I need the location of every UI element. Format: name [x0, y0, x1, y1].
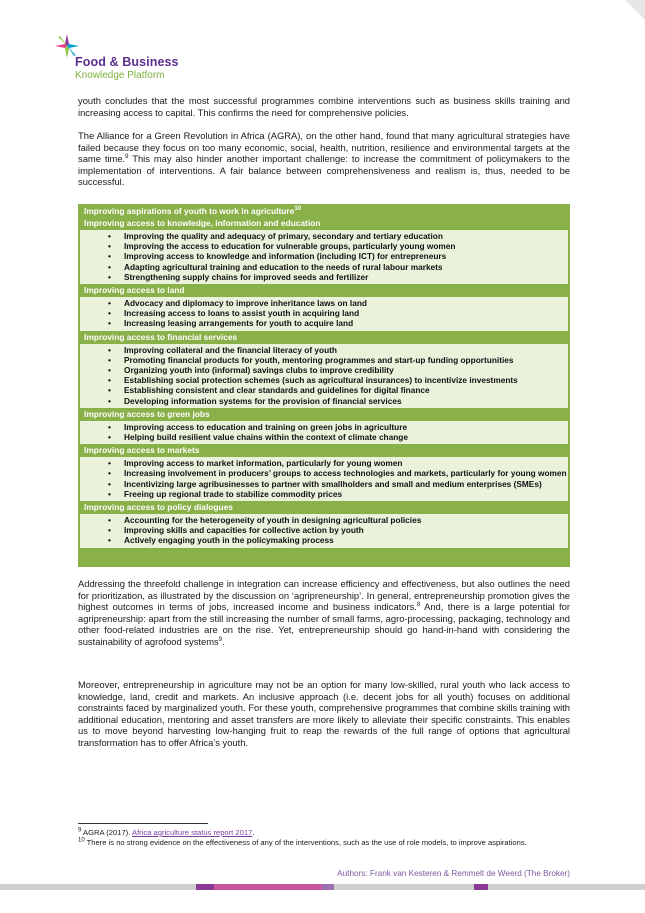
bullet-item: • Helping build resilient value chains within the context of climate change: [80, 432, 568, 442]
agra-report-link[interactable]: Africa agriculture status report 2017: [132, 828, 253, 837]
bullet-item: • Organizing youth into (informal) savings clubs to improve credibility: [80, 365, 568, 375]
footnote-text: There is no strong evidence on the effectiveness of any of the interventions, such as the use of role models, to improve aspirations.: [84, 838, 527, 847]
bullet-item: • Adapting agricultural training and education to the needs of rural labour markets: [80, 262, 568, 272]
table-section-body: [80, 456, 568, 501]
paragraph-2-text-b: This may also hinder another important challenge: to increase the commitment of policymakers to the implementation of interventions. A fair balance between comprehensiveness and realism is, thus, needed to be successful.: [78, 153, 570, 187]
bullet-list: [80, 231, 568, 282]
footnote-number: 9: [78, 827, 82, 834]
table-section-body: [80, 513, 568, 548]
paragraph-3: [78, 578, 570, 647]
bullet-item: • Advocacy and diplomacy to improve inheritance laws on land: [80, 298, 568, 308]
color-bar-segment: [0, 884, 196, 890]
table-section-header: Improving access to knowledge, information and education: [79, 217, 569, 229]
logo-subtitle: Knowledge Platform: [75, 70, 165, 81]
paragraph-4: [78, 679, 570, 748]
table-section-body: [80, 229, 568, 284]
footnote-text: AGRA (2017).: [81, 828, 132, 837]
bullet-item: • Establishing consistent and clear standards and guidelines for digital finance: [80, 385, 568, 395]
bullet-item: • Improving the quality and adequacy of primary, secondary and tertiary education: [80, 231, 568, 241]
page-corner: [625, 0, 645, 20]
color-bar-segment: [214, 884, 322, 890]
bullet-item: • Improving access to knowledge and information (including ICT) for entrepreneurs: [80, 251, 568, 261]
bullet-list: [80, 458, 568, 499]
bullet-item: • Promoting financial products for youth, mentoring programmes and start-up funding opportunities: [80, 355, 568, 365]
authors-line: Authors: Frank van Kesteren & Remmelt de Weerd (The Broker): [337, 869, 570, 878]
bullet-list: [80, 422, 568, 442]
bullet-item: • Strengthening supply chains for improved seeds and fertilizer: [80, 272, 568, 282]
footnote-end: .: [252, 828, 255, 837]
color-bar-segment: [474, 884, 488, 890]
paragraph-1-text: youth concludes that the most successful programmes combine interventions such as business skills training and increasing access to capital. This confirms the need for comprehensive policies.: [78, 95, 570, 118]
color-bar-segment: [196, 884, 214, 890]
color-bar-segment: [334, 884, 474, 890]
bullet-item: • Accounting for the heterogeneity of youth in designing agricultural policies: [80, 515, 568, 525]
bullet-item: • Increasing leasing arrangements for youth to acquire land: [80, 318, 568, 328]
paragraph-4-text: Moreover, entrepreneurship in agriculture may not be an option for many low-skilled, rural youth who lack access to knowledge, land, credit and markets. An inclusive approach (i.e. decent jobs for all youth) focuses on additional constraints faced by marginalized youth. For these youth, comprehensive programmes that combine skills training with additional education, mentoring and asset transfers are more likely to alleviate their specific constraints. This enables us to move beyond harvesting low-hanging fruit to reap the rewards of the full range of options that agricultural transformation has to offer Africa’s youth.: [78, 679, 570, 748]
bullet-item: • Increasing access to loans to assist youth in acquiring land: [80, 308, 568, 318]
paragraph-2-text-a: The Alliance for a Green Revolution in Africa (AGRA), on the other hand, found that many agricultural strategies have failed because they focus on too many economic, social, health, nutrition, resilience and environmental targets at the same time.: [78, 130, 570, 164]
bullet-list: [80, 515, 568, 546]
table-section-header: Improving access to green jobs: [79, 408, 569, 420]
logo-title: Food & Business: [75, 55, 179, 69]
table-title-footnote-ref: 10: [294, 206, 302, 213]
table-section-body: [80, 420, 568, 444]
table-section-header: Improving access to land: [79, 284, 569, 296]
color-bar-segment: [488, 884, 645, 890]
bullet-item: • Improving access to education and training on green jobs in agriculture: [80, 422, 568, 432]
bullet-item: • Improving skills and capacities for collective action by youth: [80, 525, 568, 535]
footnote-10: [78, 838, 570, 847]
footnote-9: [78, 828, 570, 837]
paragraph-1: [78, 95, 570, 118]
table-section-header: Improving access to financial services: [79, 331, 569, 343]
bullet-item: • Developing information systems for the provision of financial services: [80, 396, 568, 406]
table-section-body: [80, 343, 568, 408]
bullet-list: [80, 345, 568, 406]
bullet-item: • Actively engaging youth in the policymaking process: [80, 535, 568, 545]
paragraph-3-text-b: And, there is a large potential for agripreneurship: apart from the still increasing the number of small farms, agro-processing, packaging, technology and other food-related industries are on the rise. Yet, entrepreneurship should go hand-in-hand with considering the sustainability of agrofood systems: [78, 601, 570, 647]
bullet-item: • Increasing involvement in producers’ groups to access technologies and markets, particularly for young women: [80, 468, 568, 478]
table-title-text: Improving aspirations of youth to work in agriculture: [84, 206, 295, 216]
bullet-item: • Establishing social protection schemes (such as agricultural insurances) to incentivize investments: [80, 375, 568, 385]
paragraph-3-text-a: Addressing the threefold challenge in integration can increase efficiency and effectiveness, but also outlines the need for prioritization, as illustrated by the discussion on ‘agripreneurship’. In general, entrepreneurship promotion gives the highest outcomes in terms of jobs, increased income and business indicators.: [78, 578, 570, 612]
bullet-item: • Improving the access to education for vulnerable groups, particularly young women: [80, 241, 568, 251]
bullet-item: • Incentivizing large agribusinesses to partner with smallholders and small and medium enterprises (SMEs): [80, 479, 568, 489]
bullet-list: [80, 298, 568, 329]
paragraph-3-text-c: .: [222, 635, 225, 647]
footnote-number: 10: [78, 837, 85, 844]
table-section-header: Improving access to policy dialogues: [79, 501, 569, 513]
logo: [54, 33, 194, 83]
table-section-header: Improving access to markets: [79, 444, 569, 456]
table-section-body: [80, 296, 568, 331]
color-bar-segment: [322, 884, 334, 890]
bullet-item: • Improving collateral and the financial literacy of youth: [80, 345, 568, 355]
footnote-ref: 9: [125, 153, 129, 160]
table-title: [79, 205, 569, 217]
footnote-divider: [78, 823, 208, 824]
interventions-table: [78, 204, 570, 567]
bullet-item: • Improving access to market information, particularly for young women: [80, 458, 568, 468]
footnote-ref: 9: [218, 636, 223, 643]
footer-color-bar: [0, 884, 645, 890]
paragraph-2: [78, 130, 570, 188]
footnote-ref: 8: [416, 601, 421, 608]
bullet-item: • Freeing up regional trade to stabilize commodity prices: [80, 489, 568, 499]
